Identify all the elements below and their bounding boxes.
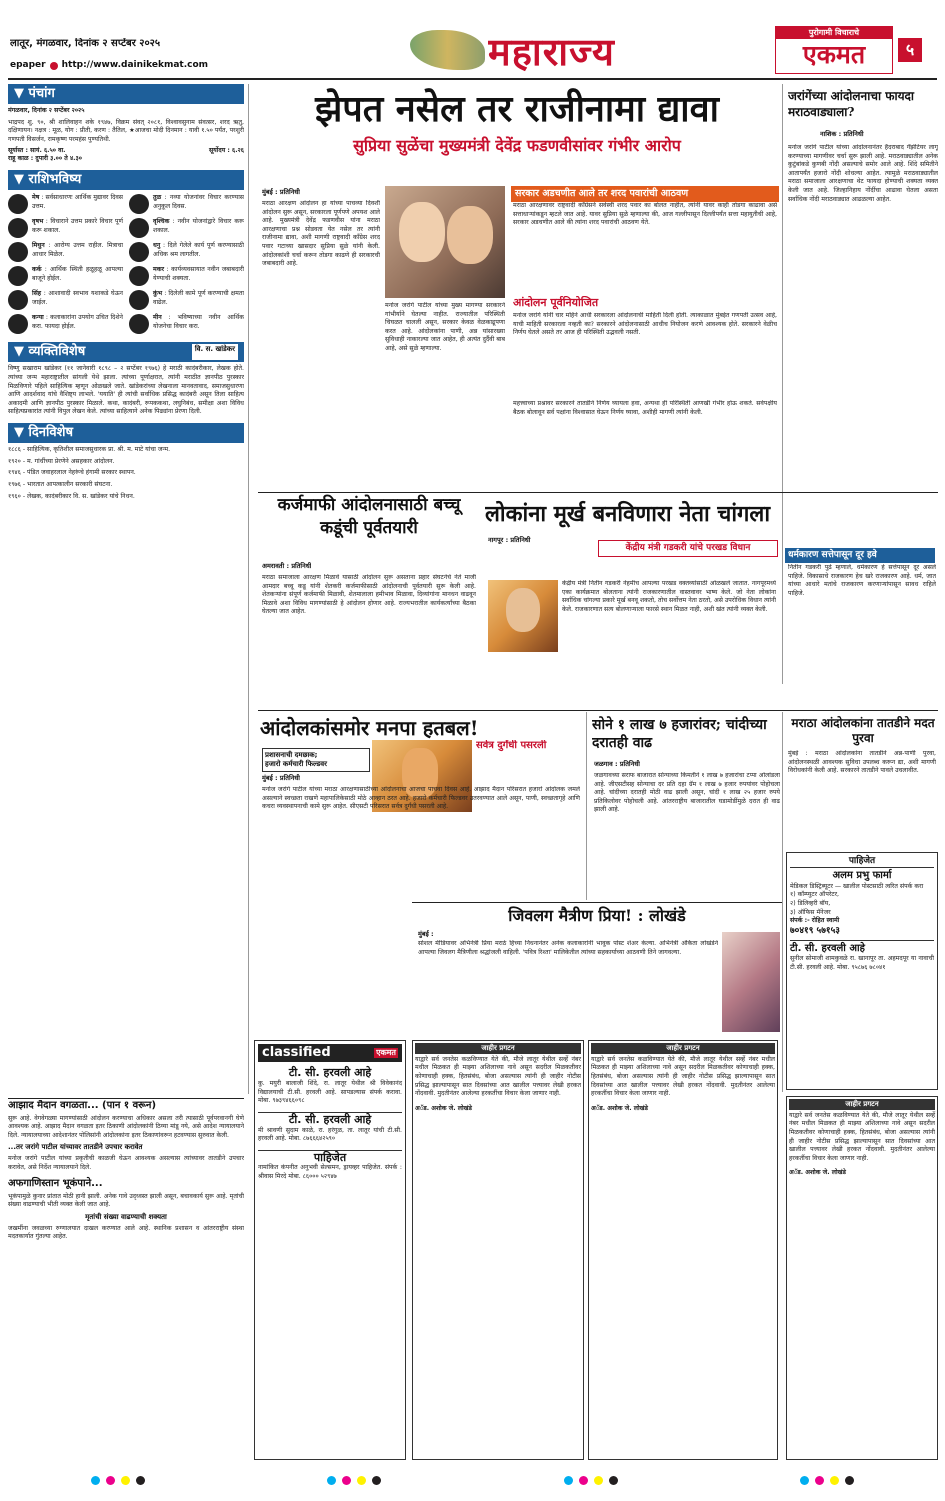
vacancy-title: पाहिजेत [790,856,934,868]
rashi-item: मिथुन : आरोग्य उत्तम राहील. मित्राचा आधार मिळेल. [8,242,123,262]
notice-text: याद्वारे सर्व जनतेस कळविण्यात येते की, मौजे लातूर येथील सर्व्हे नंबर मधील मिळकत ही माझ्या अशिलाच्या नावे असून सदरील मिळकतीवर कोणाचाही हक्क, हितसंबंध, बोजा असल्यास त्यांनी ही जाहीर नोटीस प्रसिद्ध झाल्यापासून सात दिवसांच्या आत खालील पत्त्यावर लेखी हरकत नोंदवावी. मुदतीनंतर आलेल्या हरकतींचा विचार केला जाणार नाही. [415,1055,581,1098]
brand-tagline: पुरोगामी विचाराचे [776,27,892,39]
rashi-item: कन्या : कलाकारांना उपयोग उचित दिशेने करा. फायदा होईल. [8,314,123,334]
rashi-item: मेष : सर्वसाधारणः आर्थिक मुद्यावर दिवस उत्तम. [8,194,123,214]
right-box-text: नितीन गडकरी पुढे म्हणाले, धर्मकारण हे सत्तेपासून दूर असले पाहिजे. विकासाचे राजकारण हेच खरे राजकारण आहे. धर्म, जात यांच्या आधारे मतांचे राजकारण करणाऱ्यांपासून सावध राहिले पाहिजे. [788,564,936,597]
notice-title: जाहीर प्रगटन [591,1043,775,1054]
azad-section [8,1100,244,1460]
vacancy-item: ३) ऑफिस मॅनेजर [790,908,831,916]
gadkari-body: केंद्रीय मंत्री नितीन गडकरी नेहमीच आपल्या परखड वक्तव्यांसाठी ओळखले जातात. नागपूरमध्ये एका कार्यक्रमात बोलताना त्यांनी राजकारणातील वास्तवावर भाष्य केले. जो नेता लोकांना सर्वाधिक चांगल्या प्रकारे मूर्ख बनवू शकतो, तोच सर्वोत्तम नेता ठरतो, असे उपरोधिक विधान त्यांनी केले. राजकारणात सत्य बोलणाऱ्याला फारसे स्थान मिळत नाही, अशी खंत त्यांनी व्यक्त केली. [562,580,776,613]
brand-name: एकमत [802,40,866,69]
lead-headline: झेपत नसेल तर राजीनामा द्यावा [315,88,719,130]
classified-item-text: मी श्रावणी सुदाम काळे, रा. हरंगुळ, ता. लातूर यांची टी.सी. हरवली आहे. मोबा. ८७६६६४२५९० [258,1126,402,1143]
aries-icon [8,194,28,214]
epaper-line [10,60,208,71]
vacancy-ad [786,852,938,1090]
notice-advocate: अॅड. अशोक जे. लोखंडे [415,1104,472,1112]
classified-brand: एकमत [376,1048,396,1058]
lead-body-2: मनोज जरांगे पाटील यांच्या मुख्य मागण्या सरकारने गांभीर्याने घेतल्या नाहीत. राज्यातील परिस्थिती चिघळत चालली असून, सरकार केवळ वेळकाढूपणा करत आहे. आंदोलकांना पाणी, अन्न यांसारख्या सुविधाही नाकारल्या जात आहेत, ही अत्यंत दुर्दैवी बाब आहे, असे सुळे म्हणाल्या. [385,302,505,352]
dateline: लातूर, मंगळवार, दिनांक २ सप्टेंबर २०२५ [10,38,161,49]
lead-byline: मुंबई : प्रतिनिधी [262,188,300,196]
afghan-body: भूकंपामुळे कुनार प्रांतात मोठी हानी झाली. अनेक गावे उद्ध्वस्त झाली असून, बचावकार्य सुरू आहे. मृतांची संख्या वाढण्याची भीती व्यक्त केली जात आहे. [8,1192,244,1209]
karjmafi-byline: अमरावती : प्रतिनिधी [262,562,312,570]
sunrise: सूर्योदय : ६.२६ [208,146,244,154]
vyakti-header: ▼ व्यक्तिविशेष वि. स. खांडेकर [8,342,244,362]
classified-item-title: टी. सी. हरवली आहे [288,1066,372,1080]
rashi-item: कुंभ : दिलेली कामे पूर्ण करण्याची क्षमता वाढेल. [129,290,244,310]
classified-header [258,1044,402,1062]
section-title: महाराज्य [488,29,615,74]
rashi-item: मीन : भविष्याच्या नवीन आर्थिक योजनेचा विचार करा. [129,314,244,334]
maratha-help-headline: मराठा आंदोलकांना तातडीने मदत पुरवा [791,716,935,745]
vacancy-item: २) डिलिव्हरी बॉय, [790,899,831,907]
panchang-header: ▼ पंचांग [8,84,244,104]
lead-photo [385,186,505,298]
classified-ad [254,1040,406,1460]
globe-icon [50,62,58,70]
vacancy-tc-title: टी. सी. हरवली आहे [790,940,934,956]
page-number: ५ [898,38,922,62]
rashi-item: धनु : दिले गेलेले कार्य पूर्ण करण्यासाठी अधिक श्रम लागतील. [129,242,244,262]
chevron-icon: ▼ [14,344,29,360]
classified-item-text: नामांकित कंपनीत अनुभवी सेल्समन, ड्रायव्हर पाहिजेत. संपर्क : श्रीवास मिरदे मोबा. ८६००० ५२९४७ [258,1164,402,1181]
rashi-item: तुळ : नव्या योजनांवर विचार करण्यास अनुकूल दिवस. [129,194,244,214]
rashi-header: ▼ राशिभविष्य [8,170,244,190]
rashi-item: कर्क : आर्थिक स्थिती हळूहळू आपल्या बाजूने होईल. [8,266,123,286]
box1-title: सरकार अडचणीत आले तर शरद पवारांची आठवण [511,186,779,202]
maharashtra-map-icon [410,30,485,70]
rahukal: राहू काळ : दुपारी ३.०० ते ४.३० [8,155,82,163]
jivlag-photo [722,932,780,1032]
rashi-item: मकर : कार्यव्यवसायात नवीन जबाबदारी येण्याची शक्यता. [129,266,244,286]
notice-1 [412,1040,584,1460]
notice-2 [588,1040,778,1460]
azad-sub: ...तर जरांगे पाटील यांच्यावर तातडीने उपचार करावेत [8,1143,143,1152]
virgo-icon [8,314,28,334]
jivlag-byline: मुंबई : [418,930,434,938]
notice-advocate: अॅड. अशोक जे. लोखंडे [591,1104,648,1112]
manapa-body: मनोज जरांगे पाटील यांच्या मराठा आरक्षणासाठीच्या आंदोलनाचा आजचा पाचवा दिवस आहे. आझाद मैदान परिसरात हजारो आंदोलक जमले असल्याने स्वच्छता राखणे महापालिकेसाठी मोठे आव्हान ठरत आहे. हजारो कर्मचारी फिल्डवर उतरवण्यात आले असून, पाणी, स्वच्छतागृहे आणि कचरा व्यवस्थापनाची कामे सुरू आहेत. सीएसटी परिसरात सर्वत्र दुर्गंधी पसरली आहे. [262,786,580,811]
afghan-sub: मृतांची संख्या वाढण्याची शक्यता [85,1212,167,1221]
vacancy-contact: संपर्क :- रोहित स्वामी [790,917,840,925]
gadkari-photo [488,580,558,652]
capricorn-icon [129,266,149,286]
karjmafi-headline: कर्जमाफी आंदोलनासाठी बच्चू कडूंची पूर्वतयारी [277,495,461,538]
notice-title: जाहीर प्रगटन [789,1099,935,1110]
vacancy-tc-text: सुनील सोमाजी शामकुवळे रा. खानापूर ता. अहमदपूर या नावाची टी.सी. हरवली आहे. मोबा. ९५८७६ ७८०४१ [790,955,934,972]
dinvishesh-list [8,446,244,501]
lead-subhead: सुप्रिया सुळेंचा मुख्यमंत्री देवेंद्र फडणवीसांवर गंभीर आरोप [353,136,681,155]
maratha-help-body: मुंबई : मराठा आंदोलकांना तातडीने अन्न-पाणी पुरवा, आंदोलनस्थळी आवश्यक सुविधा उपलब्ध करून द्या, अशी मागणी विरोधकांनी केली आहे. सरकारने तातडीने पावले उचलावीत. [788,750,936,775]
list-item: १८८६ - साहित्यिक, कृतिशील समाजसुधारक प्रा. श्री. म. माटे यांचा जन्म. [8,446,171,454]
list-item: १९७६ - भारतात आपत्कालीन सरकारी संघटना. [8,480,113,488]
leo-icon [8,290,28,310]
epaper-label: epaper [10,60,46,70]
azad-headline: आझाद मैदान वगळता... (पान १ वरून) [8,1100,157,1111]
photo-person-2 [447,206,493,264]
vyakti-name: वि. स. खांडेकर [192,344,238,360]
notice-text: याद्वारे सर्व जनतेस कळविण्यात येते की, मौजे लातूर येथील सर्व्हे नंबर मधील मिळकत ही माझ्या अशिलाच्या नावे असून सदरील मिळकतीवर कोणाचाही हक्क, हितसंबंध, बोजा असल्यास त्यांनी ही जाहीर नोटीस प्रसिद्ध झाल्यापासून सात दिवसांच्या आत खालील पत्त्यावर लेखी हरकत नोंदवावी. मुदतीनंतर आलेल्या हरकतींचा विचार केला जाणार नाही. [591,1055,775,1098]
vacancy-item: १) कॉम्प्युटर ऑपरेटर, [790,891,839,899]
website-link[interactable]: http://www.dainikekmat.com [61,60,209,70]
lead-body-3: महत्त्वाच्या प्रश्नावर सरकारने तातडीने निर्णय घ्यायला हवा, अन्यथा ही परिस्थिती आणखी गंभीर होऊ शकते. सर्वपक्षीय बैठक बोलावून सर्व पक्षांना विश्वासात घेऊन निर्णय घ्यावा, अशीही मागणी त्यांनी केली. [513,400,777,416]
box1-text: मराठा आरक्षणावर राष्ट्रवादी काँग्रेसने सर्वस्वी शरद पवार का बोलत नाहीत, त्यांनी यावर काही तोडगा काढावा असे सत्ताधाऱ्यांकडून म्हटले जात आहे. यावर सुप्रिया सुळे म्हणाल्या की, आज गल्लीपासून दिल्लीपर्यंत सत्ता महायुतीची आहे, सरकार अडचणीत आले की त्यांना शरद पवारांची आठवण येते. [513,202,777,227]
vacancy-mobile: ७०४१९ ५७१५३ [790,925,840,936]
box2-title: आंदोलन पूर्वनियोजित [513,296,599,309]
jivlag-headline: जिवलग मैत्रीण प्रिया! : लोखंडे [508,906,686,925]
gadkari-headline: लोकांना मूर्ख बनविणारा नेता चांगला [485,501,771,527]
manapa-headline: आंदोलकांसमोर मनपा हतबल! [260,716,479,740]
sagittarius-icon [129,242,149,262]
cancer-icon [8,266,28,286]
aquarius-icon [129,290,149,310]
afghan-headline: अफगाणिस्तान भूकंपाने... [8,1178,103,1190]
manapa-kicker-1: प्रशासनाची दमछाक; [265,751,318,759]
classified-label: classified [262,1045,331,1060]
chevron-icon: ▼ [14,171,29,187]
gold-body: जळगावच्या सराफ बाजारात सोन्याच्या किमतीने १ लाख ७ हजारांचा टप्पा ओलांडला आहे. जीएसटीसह सोन्याचा दर प्रति दहा ग्रॅम १ लाख ७ हजार रुपयांवर पोहोचला आहे. चांदीच्या दरातही मोठी वाढ झाली असून, चांदी १ लाख २५ हजार रुपये प्रतिकिलोवर पोहोचली आहे. आंतरराष्ट्रीय बाजारातील घडामोडींमुळे दरात ही वाढ झाली आहे. [594,772,780,814]
gemini-icon [8,242,28,262]
gadkari-byline: नागपूर : प्रतिनिधी [488,536,531,544]
right-headline: जरांगेंच्या आंदोलनाचा फायदा मराठवाड्याला? [788,89,915,119]
azad-body-2: मनोज जरांगे पाटील यांच्या प्रकृतीची काळजी घेऊन आवश्यक असल्यास त्यांच्यावर तातडीने उपचार करावेत, असे निर्देश न्यायालयाने दिले. [8,1155,244,1171]
photo-person [506,588,540,632]
lead-body-1: मराठा आरक्षण आंदोलन हा यांच्या पाचव्या दिवशी आंदोलन सुरू असून, सरकारला पूर्णपणे अपयश आले आहे. मुख्यमंत्री देवेंद्र फडणवीस यांना मराठा आरक्षणाचा प्रश्न सोडवता येत नसेल तर त्यांनी राजीनामा द्यावा, अशी मागणी राष्ट्रवादी काँग्रेस शरद पवार गटाच्या खासदार सुप्रिया सुळे यांनी केली. आंदोलकांशी चर्चा करून तोडगा काढणे ही सरकारची जबाबदारी आहे. [262,200,380,268]
panchang-date: मंगळवार, दिनांक २ सप्टेंबर २०२५ [8,107,85,115]
notice-text: याद्वारे सर्व जनतेस कळविण्यात येते की, मौजे लातूर येथील सर्व्हे नंबर मधील मिळकत ही माझ्या अशिलाच्या नावे असून सदरील मिळकतीवर कोणाचाही हक्क, हितसंबंध, बोजा असल्यास त्यांनी ही जाहीर नोटीस प्रसिद्ध झाल्यापासून सात दिवसांच्या आत खालील पत्त्यावर लेखी हरकत नोंदवावी. मुदतीनंतर आलेल्या हरकतींचा विचार केला जाणार नाही. [789,1111,935,1162]
classified-item-title: पाहिजेत [258,1150,402,1165]
panchang-text: भाद्रपद शु. ९०, श्री शालिवाहन शके १९४७, विक्रम संवत् २०८१, विश्वावसुनाम संवत्सर, शरद ऋतु, दक्षिणायन। नक्षत्र : मूळ, योग : प्रीती, करण : तैतिल, ★आजचा मोदी दिनमान : यावी १.५० पर्यंत, परशुरी गणपती विसर्जन, रामकृष्ण परमहंस पुण्यतिथी. [8,118,244,144]
right-body: मनोज जरांगे पाटील यांच्या आंदोलनानंतर हैदराबाद गॅझेटियर लागू करण्याच्या मागणीवर चर्चा सुरू झाली आहे. मराठवाड्यातील अनेक कुटुंबांकडे कुणबी नोंदी असल्याचे समोर आले आहे. शिंदे समितीने आतापर्यंत हजारो नोंदी शोधल्या आहेत. त्यामुळे मराठवाड्यातील मराठा समाजाला आरक्षणाचा थेट फायदा होण्याची शक्यता व्यक्त केली जात आहे. जिल्हानिहाय नोंदींचा आढावा घेतला असता सर्वाधिक नोंदी मराठवाड्यात आढळल्या आहेत. [788,144,938,203]
scorpio-icon [129,218,149,238]
gadkari-sub: केंद्रीय मंत्री गडकरी यांचे परखड विधान [598,540,778,557]
brand-logo [775,26,893,74]
color-registration-bar [0,1472,945,1492]
vacancy-company: अलम प्रभु फार्मा [832,870,892,882]
chevron-icon: ▼ [14,424,29,440]
masthead [0,0,945,78]
box2-text: मनोज जरांगे यांनी चार महिने आधी सरकारला आंदोलनाची माहिती दिली होती. त्याकाळात मुंबईत गणपती उत्सव आहे, याची माहिती सरकारला नव्हती का? सरकारने आंदोलनासाठी आधीच नियोजन करणे आवश्यक होते. सरकारने वेळीच निर्णय घेतले असते तर आज ही परिस्थिती उद्भवली नसती. [513,312,777,337]
rashi-grid [8,194,244,338]
list-item: १९२० - म. गांधींच्या प्रेरणेने असहकार आंदोलन. [8,457,115,465]
azad-body: सुरू आहे. वेगवेगळ्या मागण्यांसाठी आंदोलन करण्याचा अधिकार असला तरी त्यासाठी पूर्वपरवानगी घेणे आवश्यक आहे. आझाद मैदान वगळता इतर ठिकाणी आंदोलकांनी ठिय्या मांडू नये, असे आदेश न्यायालयाने दिले. न्यायालयाच्या आदेशानंतर पोलिसांनी आंदोलकांना इतर ठिकाणांवरून हटवण्यास सुरुवात केली. [8,1114,244,1139]
classified-item-text: कु. मयुरी बालाजी शिंदे, रा. लातूर येथील श्री विवेकानंद विद्यालयाची टी.सी. हरवली आहे. सापडल्यास संपर्क करावा. मोबा. ९७३९४६६०९८ [258,1080,402,1105]
rashi-item: सिंह : आशावादी स्वभाव यशाकडे घेऊन जाईल. [8,290,123,310]
notice-advocate: अॅड. अशोक जे. लोखंडे [789,1169,846,1177]
list-item: १९४६ - पंडित जवाहरलाल नेहरूंचे हंगामी सरकार स्थापन. [8,469,136,477]
sidebar [8,84,244,1094]
manapa-caption: सर्वत्र दुर्गंधी पसरली [476,740,547,751]
rashi-item: वृश्चिक : नवीन योजनांद्वारे विचार करू शकाल. [129,218,244,238]
sunset: सूर्यास्त : सायं. ६.५० वा. [8,146,66,154]
vyakti-text: विष्णु सखाराम खांडेकर (११ जानेवारी १८९८ – २ सप्टेंबर १९७६) हे मराठी कादंबरीकार, लेखक होते. त्यांच्या जन्म महाराष्ट्रातील सांगली येथे झाला. त्यांच्या पूर्णाक्षरात, त्यांनी मराठीत ज्ञानपीठ पुरस्कार मिळविणारे पहिले साहित्यिक म्हणून ओळखले जाते. खांडेकरांच्या लेखनाला मानवतावाद, समाजसुधारणा आणि आदर्शवाद यांचे वैशिष्ट्य लाभले. 'ययाति' ही त्यांची सर्वाधिक प्रसिद्ध कादंबरी असून तिला साहित्य अकादमी आणि ज्ञानपीठ पुरस्कार मिळाले. कथा, कादंबरी, रूपककथा, लघुनिबंध, समीक्षा अशा विविध साहित्यप्रकारांत त्यांनी विपुल लेखन केले. त्यांच्या साहित्याने अनेक पिढ्यांना प्रेरणा दिली. [8,365,244,416]
rashi-item: वृषभ : विचाराने उत्तम प्रकारे विचार पूर्ण करू शकाल. [8,218,123,238]
gold-headline: सोने १ लाख ७ हजारांवर; चांदीच्या दरातही वाढ [592,717,767,751]
libra-icon [129,194,149,214]
classified-item-title: टी. सी. हरवली आहे [258,1112,402,1127]
taurus-icon [8,218,28,238]
vacancy-desc: मेडिकल डिस्ट्रिब्यूटर — खालील पोस्टसाठी त्वरित संपर्क करा [790,882,924,890]
right-byline: नाशिक : प्रतिनिधी [820,130,864,138]
notice-3 [786,1096,938,1460]
jivlag-body: सोशल मीडियावर अभिनेत्री प्रिया मराठे हिच्या निधनानंतर अनेक कलाकारांनी भावुक पोस्ट शेअर केल्या. अभिनेत्री अंकिता लोखंडेने आपल्या जिवलग मैत्रिणीला श्रद्धांजली वाहिली. 'पवित्र रिश्ता' मालिकेतील त्यांच्या सहकार्याच्या आठवणी तिने जागवल्या. [418,940,718,956]
afghan-body-2: जखमींना जवळच्या रुग्णालयात दाखल करण्यात आले आहे. स्थानिक प्रशासन व आंतरराष्ट्रीय संस्था मदतकार्यात गुंतल्या आहेत. [8,1224,244,1241]
dinvishesh-header: ▼ दिनविशेष [8,423,244,443]
manapa-kicker [262,748,370,772]
right-box-title: धर्मकारण सत्तेपासून दूर हवे [785,548,935,563]
chevron-icon: ▼ [14,86,29,101]
photo-person-1 [399,202,445,262]
notice-title: जाहीर प्रगटन [415,1043,581,1054]
karjmafi-body: मराठा समाजाला आरक्षण मिळावे यासाठी आंदोलन सुरू असताना प्रहार संघटनेचे नेते माजी आमदार बच्चू कडू यांनी शेतकरी कर्जमाफीसाठी आंदोलनाची पूर्वतयारी सुरू केली आहे. शेतकऱ्यांना संपूर्ण कर्जमाफी मिळावी, शेतमालाला हमीभाव मिळावा, दिव्यांगांना मानधन वाढवून मिळावे अशा विविध मागण्यांसाठी हे आंदोलन होणार आहे. राज्यभरातील कार्यकर्त्यांच्या बैठका घेतल्या जात आहेत. [262,574,476,616]
list-item: १९६० - लेखक, कादंबरीकार वि. स. खांडेकर यांचे निधन. [8,492,135,500]
manapa-byline: मुंबई : प्रतिनिधी [262,774,300,782]
pisces-icon [129,314,149,334]
gold-byline: जळगाव : प्रतिनिधी [594,760,640,768]
manapa-kicker-2: हजारो कर्मचारी फिल्डवर [265,759,327,768]
